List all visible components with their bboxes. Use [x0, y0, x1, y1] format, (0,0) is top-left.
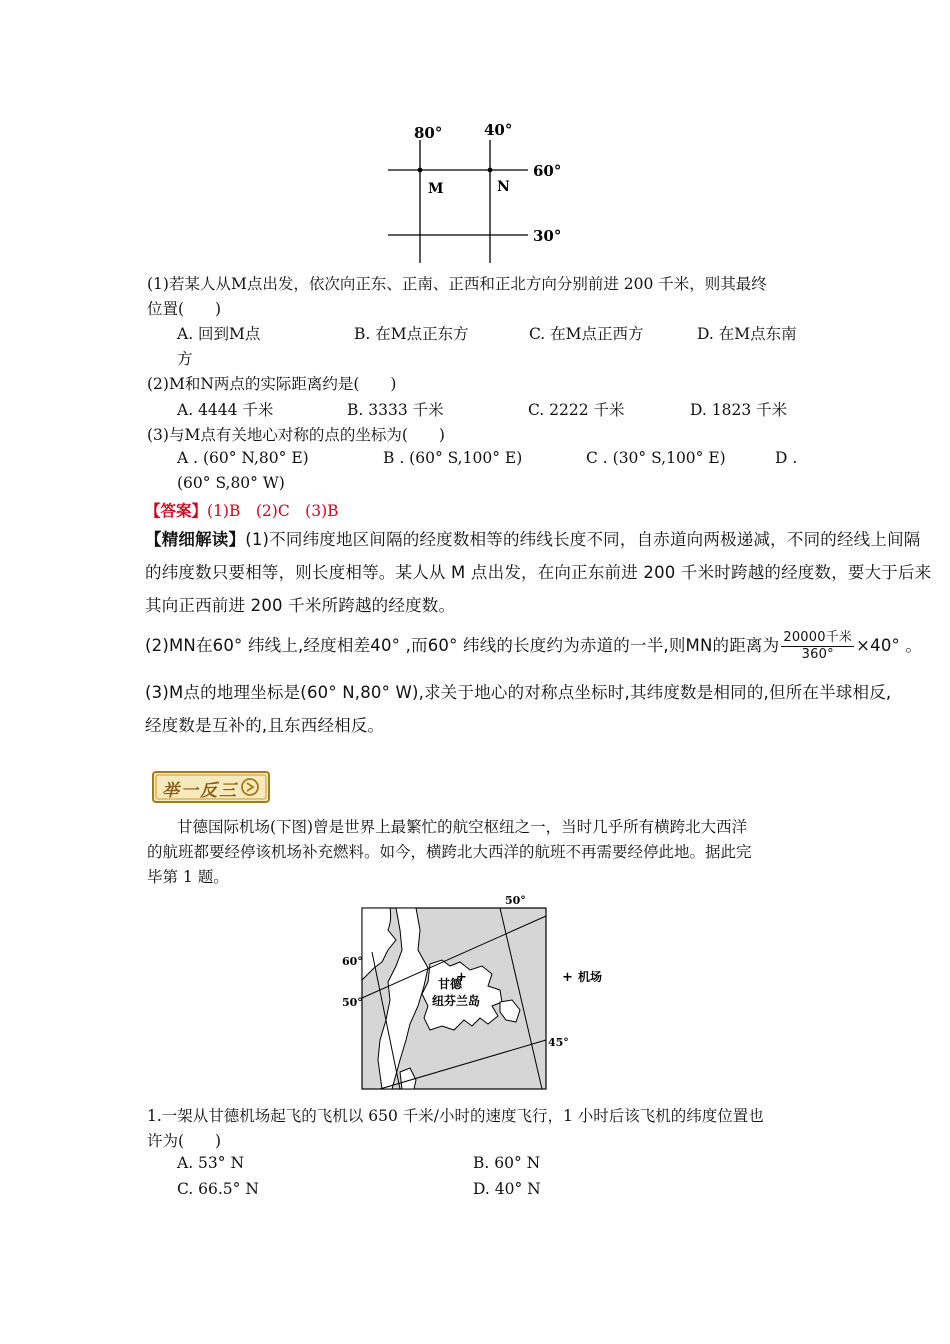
map-label-50-top: 50° [505, 894, 526, 907]
q3-option-b[interactable]: B . (60° S,100° E) [383, 449, 523, 467]
explanation-p3-line1: (3)M点的地理坐标是(60° N,80° W),求关于地心的对称点坐标时,其纬度数是相同的,但所在半球相反, [145, 683, 892, 702]
point-n-label: N [497, 179, 510, 195]
qmap-option-a[interactable]: A. 53° N [177, 1154, 245, 1172]
q3-option-a[interactable]: A . (60° N,80° E) [177, 449, 309, 467]
q1-option-b[interactable]: B. 在M点正东方 [354, 325, 469, 343]
qmap-stem-line1: 1.一架从甘德机场起飞的飞机以 650 千米/小时的速度飞行，1 小时后该飞机的纬度位置也 [147, 1107, 764, 1125]
q3-option-c[interactable]: C . (30° S,100° E) [586, 449, 726, 467]
q1-option-d[interactable]: D. 在M点东南 [697, 325, 797, 343]
answer-text: (1)B (2)C (3)B [207, 502, 339, 520]
answer-label: 【答案】 [145, 501, 208, 520]
banner-text: 举一反三 [162, 781, 238, 801]
place-gander: 甘德 [438, 977, 463, 991]
legend-airport-icon: + [562, 970, 573, 985]
map-label-60-left: 60° [342, 955, 363, 968]
explanation-p1-line1: 【精细解读】(1)不同纬度地区间隔的经度数相等的纬线长度不同，自赤道向两极递减，不同的经线上间隔 [145, 530, 921, 549]
q2-option-d[interactable]: D. 1823 千米 [690, 401, 788, 419]
legend-airport-label: 机场 [578, 970, 603, 984]
point-m-dot [418, 168, 423, 173]
distance-fraction [781, 630, 854, 663]
passage-line1: 甘德国际机场(下图)曾是世界上最繁忙的航空枢纽之一，当时几乎所有横跨北大西洋 [177, 818, 748, 836]
explanation-label: 【精细解读】 [145, 530, 246, 549]
q3-option-d[interactable]: D . [775, 449, 798, 467]
q1-option-a[interactable]: A. 回到M点 [177, 325, 261, 343]
point-m-label: M [428, 181, 444, 197]
fraction-denominator: 360° [801, 647, 834, 662]
q1-option-c[interactable]: C. 在M点正西方 [529, 325, 644, 343]
q2-option-a[interactable]: A. 4444 千米 [177, 401, 274, 419]
q1-stem-line2: 位置( ) [147, 300, 222, 318]
q3-option-d-continued: (60° S,80° W) [177, 474, 285, 492]
qmap-option-d[interactable]: D. 40° N [473, 1180, 541, 1198]
q2-option-c[interactable]: C. 2222 千米 [528, 401, 625, 419]
passage-line2: 的航班都要经停该机场补充燃料。如今，横跨北大西洋的航班不再需要经停此地。据此完 [147, 843, 752, 861]
place-newfoundland: 纽芬兰岛 [432, 994, 481, 1008]
passage-line3: 毕第 1 题。 [147, 868, 229, 886]
q2-option-b[interactable]: B. 3333 千米 [347, 401, 444, 419]
airport-icon: + [456, 970, 467, 985]
answer-line [145, 499, 339, 521]
explanation-p1-line2: 的纬度数只要相等，则长度相等。某人从 M 点出发，在向正东前进 200 千米时跨越的经度数，要大于后来 [145, 563, 932, 582]
explanation-p3-line2: 经度数是互补的,且东西经相反。 [145, 716, 385, 735]
explanation-p1-line3: 其向正西前进 200 千米所跨越的经度数。 [145, 596, 456, 615]
lon-80-label: 80° [414, 124, 443, 142]
point-n-dot [488, 168, 493, 173]
qmap-option-b[interactable]: B. 60° N [473, 1154, 541, 1172]
lat-60-label: 60° [533, 162, 562, 180]
fraction-numerator: 20000千米 [783, 630, 853, 645]
lat-30-label: 30° [533, 227, 562, 245]
practice-banner [152, 771, 270, 803]
qmap-stem-line2: 许为( ) [147, 1132, 222, 1150]
lon-40-label: 40° [484, 121, 513, 139]
map-label-50-left: 50° [342, 996, 363, 1009]
map-label-45: 45° [548, 1036, 569, 1049]
lat-lon-grid-figure [380, 118, 570, 268]
qmap-option-c[interactable]: C. 66.5° N [177, 1180, 259, 1198]
q3-stem: (3)与M点有关地心对称的点的坐标为( ) [147, 426, 445, 444]
q1-stem-line1: (1)若某人从M点出发，依次向正东、正南、正西和正北方向分别前进 200 千米，则其最终 [147, 275, 767, 293]
explanation-p2: (2)MN在60° 纬线上,经度相差40° ,而60° 纬线的长度约为赤道的一半,则MN的距离为 $\frac{\text{20000千米}}{360^\circ}$ ×40° 。 [145, 630, 923, 662]
q2-stem: (2)M和N两点的实际距离约是( ) [147, 375, 397, 393]
q1-option-d-continued: 方 [177, 350, 193, 368]
gander-map-figure [330, 890, 620, 1095]
